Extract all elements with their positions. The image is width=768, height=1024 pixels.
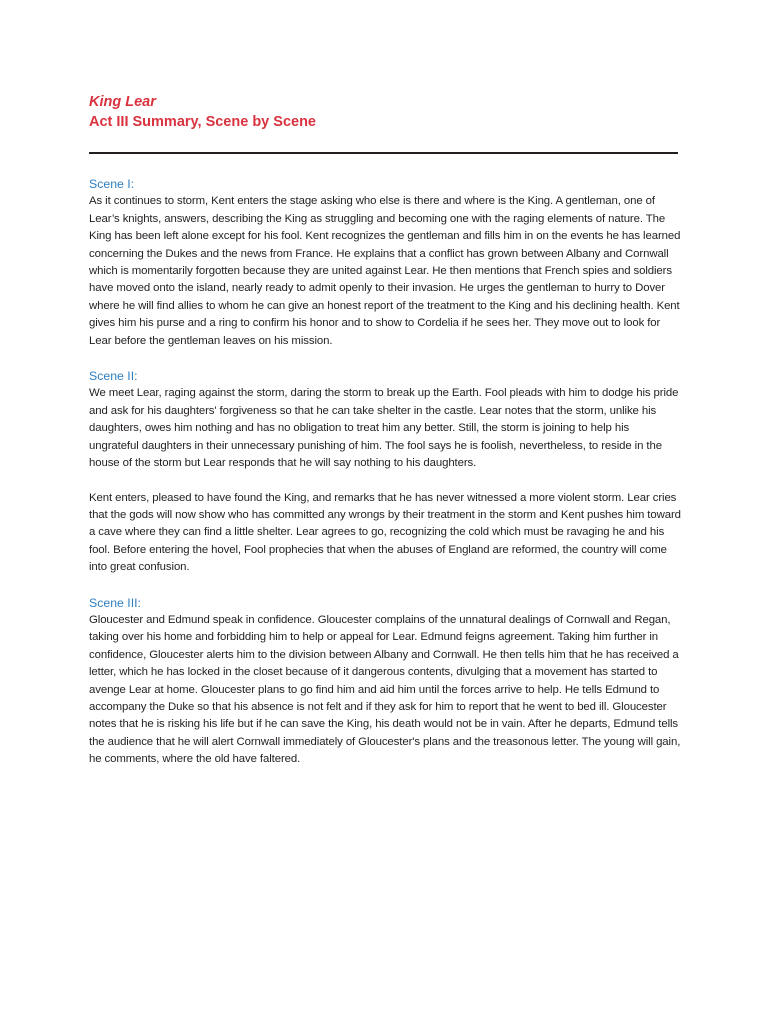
- scene-section-2: [89, 368, 681, 576]
- scene-paragraph: Kent enters, pleased to have found the King, and remarks that he has never witnessed a more violent storm. Lear cries that the gods will now show who has committed any wrongs by their treatment in the storm and Kent pushes him toward a cave where they can find a little shelter. Lear agrees to go, recognizing the cold which must be ravaging he and his fool. Before entering the hovel, Fool prophecies that when the abuses of England are reformed, the country will come into great confusion.: [89, 491, 681, 574]
- scene-paragraph: As it continues to storm, Kent enters the stage asking who else is there and where is the King. A gentleman, one of Lear’s knights, answers, describing the King as struggling and becoming one with the raging elements of nature. The King has been left alone except for his fool. Kent recognizes the gentleman and fills him in on the events he has learned concerning the Dukes and the news from France. He explains that a conflict has grown between Albany and Cornwall which is momentarily forgotten because they are united against Lear. He then mentions that French spies and soldiers have moved onto the island, nearly ready to admit openly to their invasion. He urges the gentleman to hurry to Dover where he will find allies to whom he can give an honest report of the treatment to the King and his declining health. Kent gives him his purse and a ring to confirm his honor and to show to Cordelia if he sees her. They move out to look for Lear before the gentleman leaves on his mission.: [89, 195, 681, 347]
- document-title: King Lear: [89, 94, 156, 110]
- document-page: [89, 92, 681, 766]
- document-subtitle: Act III Summary, Scene by Scene: [89, 114, 316, 130]
- spacer: [89, 473, 681, 490]
- scene-paragraph: Gloucester and Edmund speak in confidence. Gloucester complains of the unnatural dealings of Cornwall and Regan, taking over his home and forbidding him to help or appeal for Lear. Edmund feigns agreement. Taking him further in confidence, Gloucester alerts him to the division between Albany and Cornwall. He then tells him that he has received a letter, which he has locked in the closet because of it dangerous contents, divulging that a movement has started to avenge Lear at home. Gloucester plans to go find him and aid him until the forces arrive to help. He tells Edmund to accompany the Duke so that his absence is not felt and if they ask for him to report that he went to bed ill. Gloucester notes that he is risking his life but if he can save the King, his death would not be in vain. After he departs, Edmund tells the audience that he will alert Cornwall immediately of Gloucester's plans and the treasonous letter. The young will gain, he comments, where the old have faltered.: [89, 613, 681, 766]
- spacer: [89, 350, 681, 368]
- scene-heading: Scene III:: [89, 595, 141, 610]
- scene-section-3: [89, 595, 681, 769]
- spacer: [89, 577, 681, 595]
- scene-heading: Scene II:: [89, 369, 138, 384]
- scene-heading: Scene I:: [89, 177, 135, 191]
- scene-paragraph: We meet Lear, raging against the storm, daring the storm to break up the Earth. Fool pleads with him to dodge his pride and ask for his daughters' forgiveness so that he can take shelter in the castle. Lear notes that the storm, unlike his daughters, owes him nothing and has no obligation to treat him any better. Still, the storm is joining to help his ungrateful daughters in their unnecessary punishing of him. The fool says he is foolish, nevertheless, to reside in the house of the storm but Lear responds that he will say nothing to his daughters.: [89, 387, 679, 470]
- document-body: [89, 176, 681, 769]
- scene-section-1: [89, 176, 681, 350]
- title-divider: [89, 152, 678, 154]
